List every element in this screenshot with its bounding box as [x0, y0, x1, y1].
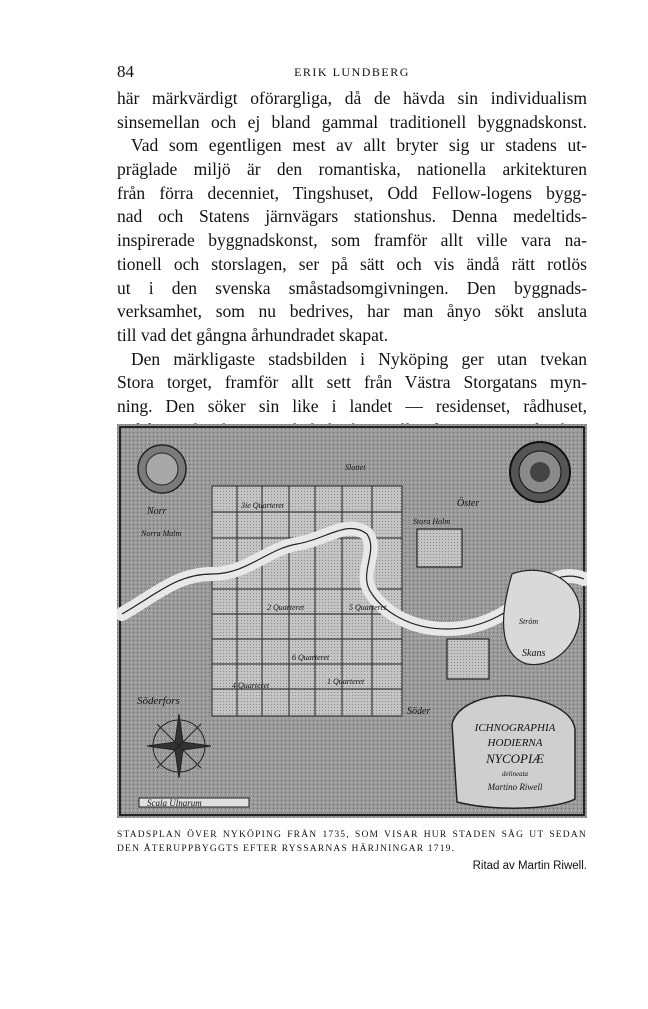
body-text [117, 87, 587, 442]
text-line: inspirerade byggnadskonst, som framför allt ville vara na- [117, 230, 587, 251]
cartouche-line: delineata [501, 770, 529, 778]
text-line: Vad som egentligen mest av allt bryter sig ur stadens ut- [131, 135, 587, 156]
running-head: ERIK LUNDBERG [294, 65, 410, 79]
map-label: Söder [407, 706, 431, 717]
map-label: Skans [522, 648, 546, 659]
text-line: från förra decenniet, Tingshuset, Odd Fellow-logens bygg- [117, 182, 587, 203]
map-label: Norra Malm [141, 529, 182, 538]
scale-label: Scala Ulnarum [147, 798, 202, 808]
text-line: ut i den svenska småstadsomgivningen. Den byggnads- [117, 277, 587, 298]
text-line: präglade miljö är den romantiska, nationella arkitekturen [117, 159, 587, 180]
map-label: Ström [519, 617, 539, 626]
map-label: Öster [457, 498, 480, 509]
cartouche-line: HODIERNA [487, 737, 543, 749]
map-label: 3ie Quarteret [241, 501, 285, 510]
text-line: tionell och storslagen, ser på sätt och vis ändå rätt rotlös [117, 253, 587, 274]
seal-right [510, 442, 570, 502]
scale-bar [139, 798, 249, 808]
cartouche-line: NYCOPIÆ [486, 751, 544, 766]
page-header [117, 62, 587, 84]
map-label: 5 Quarteret [349, 603, 387, 612]
cartouche-line: Martino Riwell [487, 782, 543, 792]
fortification [447, 639, 489, 679]
cartouche [452, 696, 575, 808]
text-line: nad och Statens järnvägars stationshus. Denna medeltids- [117, 206, 587, 227]
figure-credit: Ritad av Martin Riwell. [472, 860, 587, 872]
cartouche-line: ICHNOGRAPHIA [474, 722, 556, 734]
map-label: Norr [147, 506, 167, 517]
caption-line: DEN ÅTERUPPBYGGTS EFTER RYSSARNAS HÄRJNINGAR 1719. [117, 844, 456, 854]
map-label: 1 Quarteret [327, 677, 365, 686]
caption-line: STADSPLAN ÖVER NYKÖPING FRÅN 1735, SOM VISAR HUR STADEN SÅG UT SEDAN [117, 830, 587, 840]
map-figure [117, 424, 587, 818]
map-label: 6 Quarteret [292, 653, 330, 662]
text-line: Stora torget, framför allt sett från Västra Storgatans myn- [117, 372, 587, 393]
text-line: sinsemellan och ej bland gammal traditionell byggnadskonst. [117, 111, 587, 132]
map-label: 4 Quarteret [232, 681, 270, 690]
map-label: Söderfors [137, 695, 180, 707]
seal-left [138, 445, 186, 493]
text-line: till vad det gångna århundradet skapat. [117, 324, 389, 345]
map-label: Stora Holm [413, 517, 451, 526]
map-illustration [117, 424, 587, 818]
map-label: 2 Quarteret [267, 603, 305, 612]
text-line: här märkvärdigt oförargliga, då de hävda sin individualism [117, 88, 587, 108]
text-line: ning. Den söker sin like i landet — residenset, rådhuset, [117, 395, 587, 416]
figure-caption [117, 828, 587, 856]
text-line: verksamhet, som nu bedrives, har man ånyo sökt ansluta [117, 301, 587, 322]
map-label: Slottet [345, 463, 366, 472]
text-line: Den märkligaste stadsbilden i Nyköping ger utan tvekan [131, 348, 587, 369]
castle [417, 529, 462, 567]
page-number: 84 [117, 62, 134, 81]
